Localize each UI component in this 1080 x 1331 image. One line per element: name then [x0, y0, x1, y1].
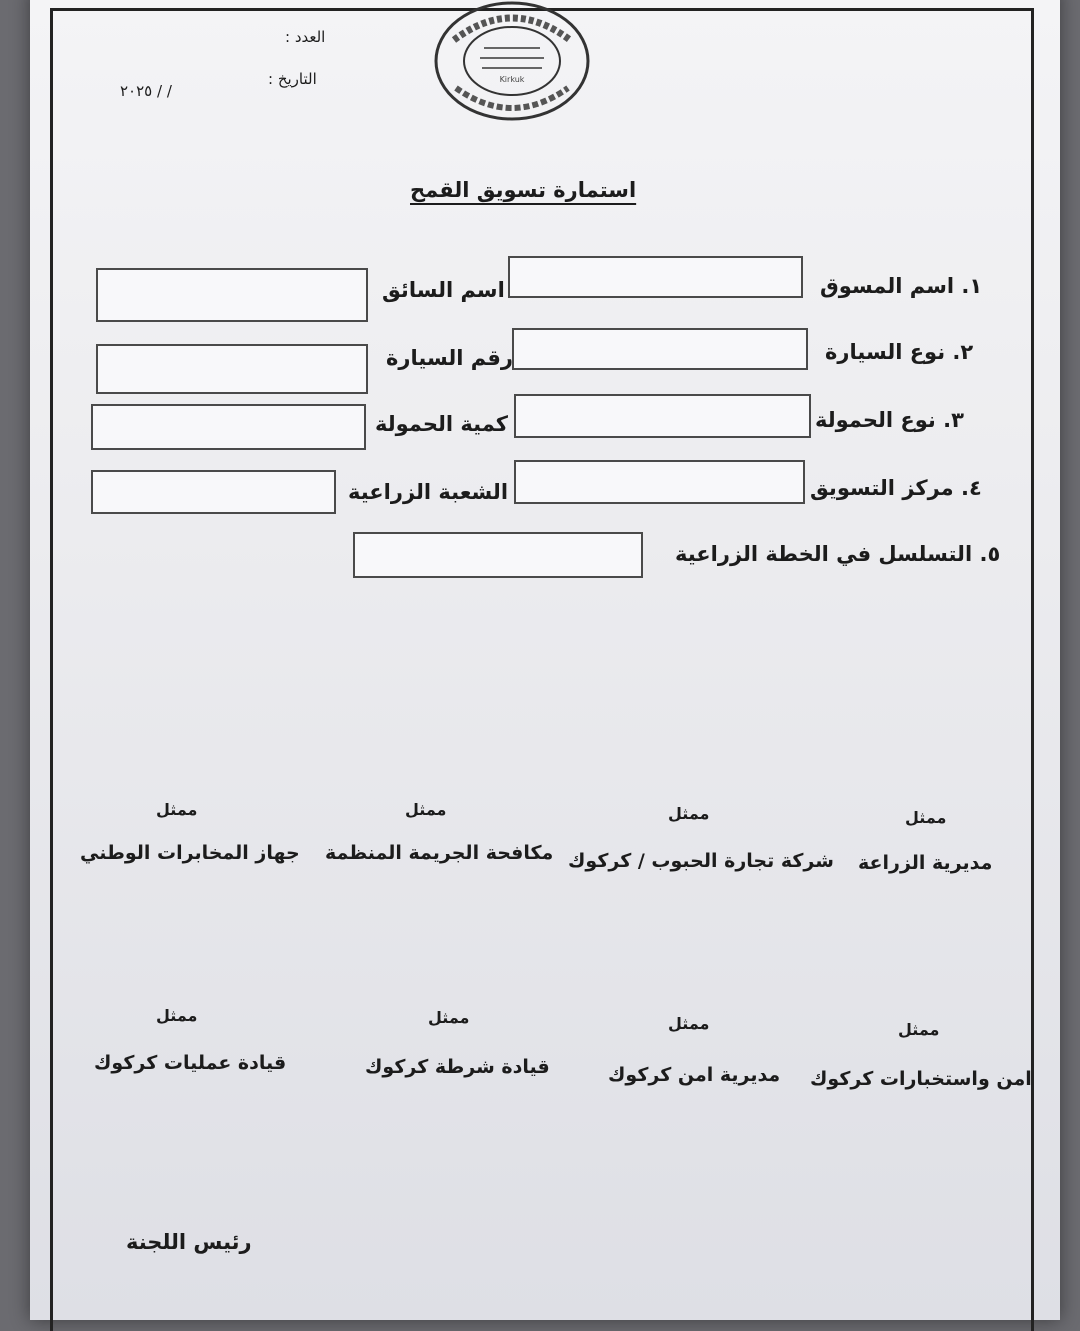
rep-label-1: ممثل	[905, 808, 947, 827]
marketer-name-label: ١. اسم المسوق	[820, 274, 983, 298]
rep-label-3: ممثل	[405, 800, 447, 819]
agri-division-field[interactable]	[91, 470, 336, 514]
form-title: استمارة تسويق القمح	[410, 178, 637, 202]
marketer-name-field[interactable]	[508, 256, 803, 298]
driver-name-label: اسم السائق	[382, 278, 505, 302]
car-type-field[interactable]	[512, 328, 808, 370]
org-intelligence: جهاز المخابرات الوطني	[80, 842, 300, 864]
rep-label-5: ممثل	[898, 1020, 940, 1039]
load-quantity-field[interactable]	[91, 404, 366, 450]
car-type-label: ٢. نوع السيارة	[825, 340, 974, 364]
svg-text:Kirkuk: Kirkuk	[499, 75, 525, 84]
page-border	[50, 8, 1034, 1331]
org-security-intel: امن واستخبارات كركوك	[810, 1068, 1032, 1090]
agri-division-label: الشعبة الزراعية	[348, 480, 509, 504]
sequence-field[interactable]	[353, 532, 643, 578]
driver-name-field[interactable]	[96, 268, 368, 322]
rep-label-2: ممثل	[668, 804, 710, 823]
load-type-label: ٣. نوع الحمولة	[815, 408, 964, 432]
org-kirkuk-police: قيادة شرطة كركوك	[365, 1056, 550, 1078]
marketing-center-label: ٤. مركز التسويق	[810, 476, 982, 500]
form-page	[30, 0, 1060, 1320]
car-number-field[interactable]	[96, 344, 368, 394]
date-value: / / ٢٠٢٥	[120, 82, 172, 100]
number-label: العدد :	[285, 28, 326, 46]
org-kirkuk-operations: قيادة عمليات كركوك	[94, 1052, 287, 1074]
rep-label-6: ممثل	[668, 1014, 710, 1033]
sequence-label: ٥. التسلسل في الخطة الزراعية	[675, 542, 1001, 566]
org-kirkuk-security: مديرية امن كركوك	[608, 1064, 781, 1086]
rep-label-8: ممثل	[156, 1006, 198, 1025]
org-grain-trading: شركة تجارة الحبوب / كركوك	[568, 850, 834, 872]
load-type-field[interactable]	[514, 394, 811, 438]
org-organized-crime: مكافحة الجريمة المنظمة	[325, 842, 554, 864]
car-number-label: رقم السيارة	[386, 346, 514, 370]
official-seal	[432, 0, 592, 122]
date-label: التاريخ :	[268, 70, 317, 88]
rep-label-7: ممثل	[428, 1008, 470, 1027]
marketing-center-field[interactable]	[514, 460, 805, 504]
org-agriculture: مديرية الزراعة	[858, 852, 993, 874]
committee-head-label: رئيس اللجنة	[126, 1230, 252, 1254]
rep-label-4: ممثل	[156, 800, 198, 819]
load-quantity-label: كمية الحمولة	[375, 412, 508, 436]
